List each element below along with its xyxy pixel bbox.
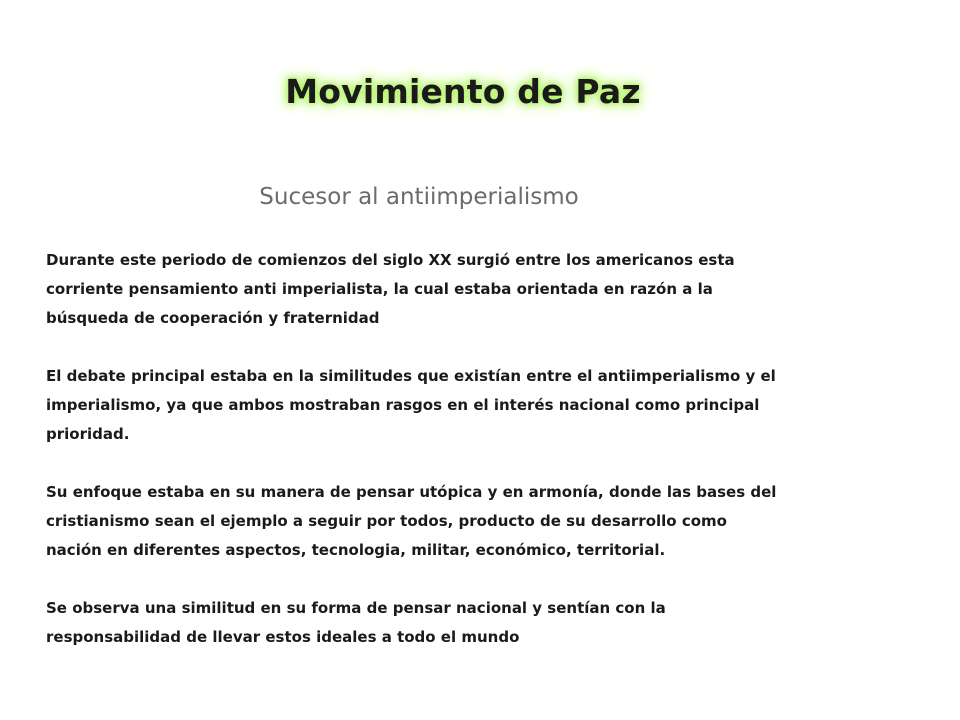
slide-subtitle: Sucesor al antiimperialismo [259, 184, 579, 210]
paragraph-1: Durante este periodo de comienzos del siglo XX surgió entre los americanos esta corriente pensamiento anti imperialista, la cual estaba orientada en razón a la búsqueda de cooperación y fraternidad [46, 251, 735, 327]
paragraph-4: Se observa una similitud en su forma de pensar nacional y sentían con la responsabilidad de llevar estos ideales a todo el mundo [46, 599, 666, 646]
slide-body [46, 246, 786, 652]
slide-title: Movimiento de Paz [285, 72, 641, 111]
paragraph-3: Su enfoque estaba en su manera de pensar utópica y en armonía, donde las bases del cristianismo sean el ejemplo a seguir por todos, producto de su desarrollo como nación en diferentes aspectos, tecnologia, militar, económico, territorial. [46, 483, 777, 559]
paragraph-2: El debate principal estaba en la similitudes que existían entre el antiimperialismo y el imperialismo, ya que ambos mostraban rasgos en el interés nacional como principal prioridad. [46, 367, 776, 443]
